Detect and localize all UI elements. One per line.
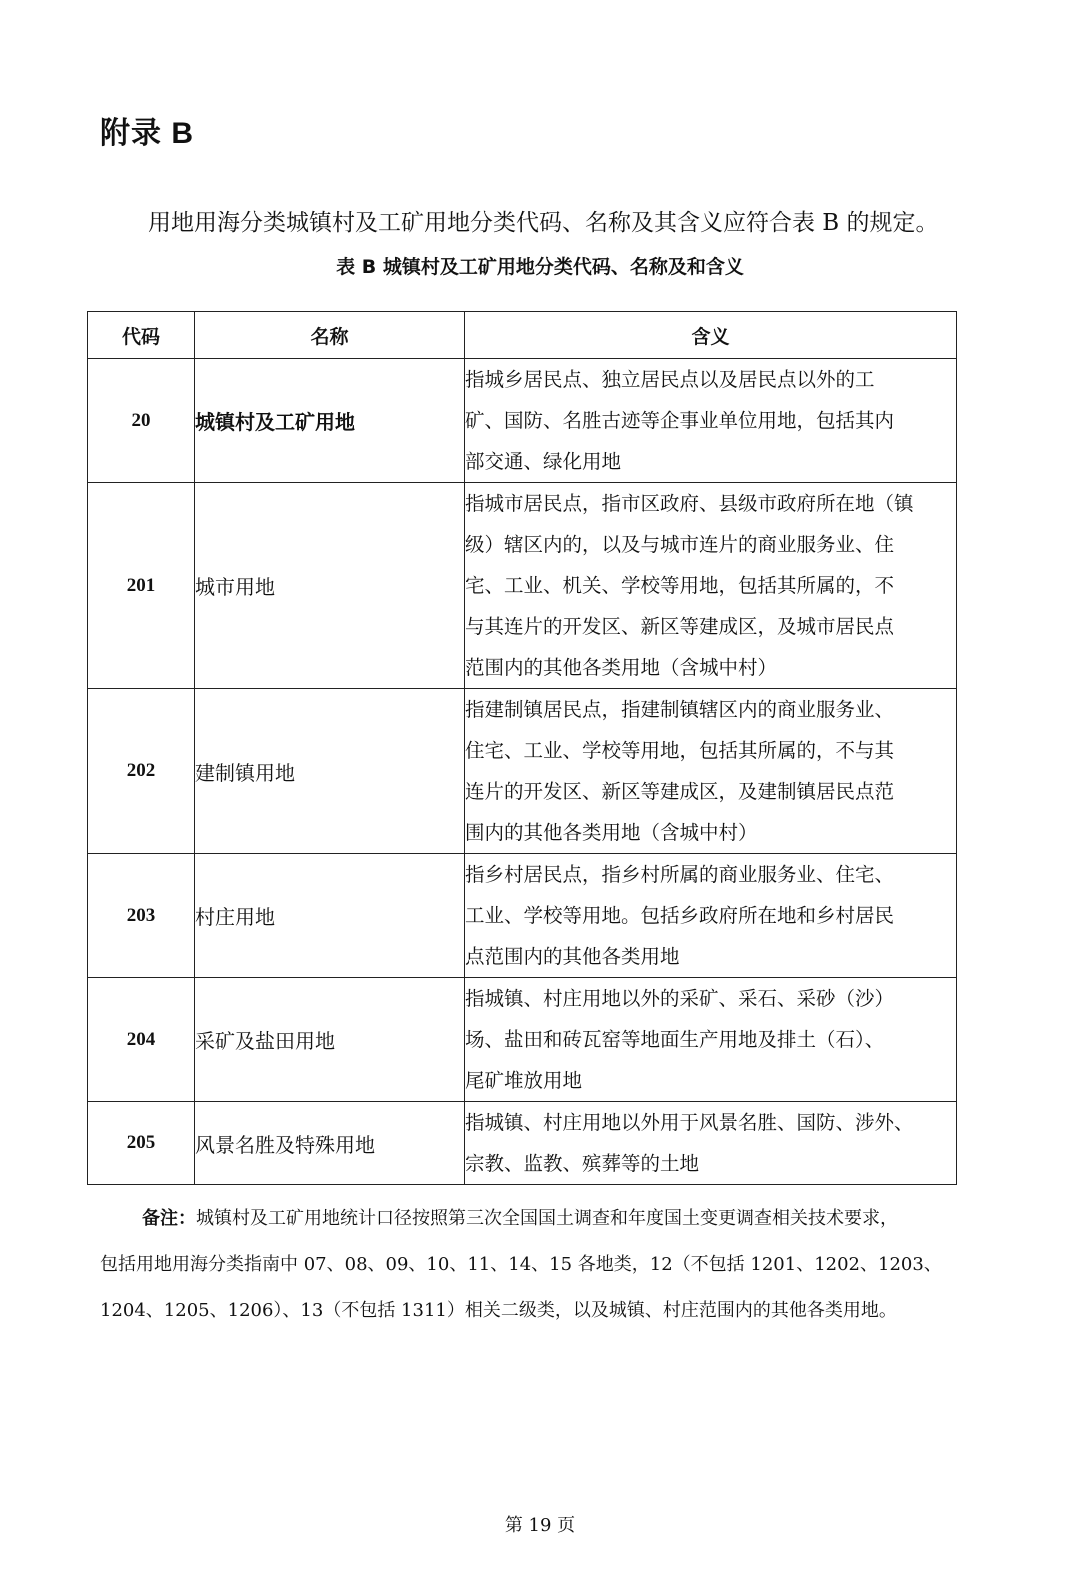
row-meaning — [465, 854, 957, 978]
table-row — [88, 689, 957, 854]
row-name: 村庄用地 — [195, 854, 465, 978]
row-meaning — [465, 689, 957, 854]
page-number: 第 19 页 — [504, 1515, 576, 1536]
meaning-line: 指城乡居民点、独立居民点以及居民点以外的工 — [465, 368, 875, 391]
note-label: 备注： — [142, 1208, 196, 1229]
meaning-line: 宅、工业、机关、学校等用地，包括其所属的，不 — [465, 574, 895, 597]
meaning-line: 指乡村居民点，指乡村所属的商业服务业、住宅、 — [465, 863, 895, 886]
note-line: 包括用地用海分类指南中 07、08、09、10、11、14、15 各地类，12（不包括 1201、1202、1203、 — [100, 1254, 942, 1275]
meaning-line: 尾矿堆放用地 — [465, 1069, 583, 1092]
table-row — [88, 483, 957, 689]
row-name: 建制镇用地 — [195, 689, 465, 854]
meaning-line: 部交通、绿化用地 — [465, 450, 622, 473]
row-meaning — [465, 359, 957, 483]
appendix-title: 附录 B — [100, 117, 194, 150]
row-name: 风景名胜及特殊用地 — [195, 1102, 465, 1185]
row-name: 城市用地 — [195, 483, 465, 689]
meaning-line: 指城市居民点，指市区政府、县级市政府所在地（镇 — [465, 492, 914, 515]
meaning-line: 指城镇、村庄用地以外的采矿、采石、采砂（沙） — [465, 987, 895, 1010]
meaning-line: 点范围内的其他各类用地 — [465, 945, 680, 968]
row-code: 201 — [88, 483, 195, 689]
meaning-line: 范围内的其他各类用地（含城中村） — [465, 656, 778, 679]
row-code: 202 — [88, 689, 195, 854]
table-note — [100, 1196, 990, 1334]
header-code: 代码 — [88, 312, 195, 359]
meaning-line: 工业、学校等用地。包括乡政府所在地和乡村居民 — [465, 904, 895, 927]
meaning-line: 宗教、监教、殡葬等的土地 — [465, 1152, 700, 1175]
header-name: 名称 — [195, 312, 465, 359]
meaning-line: 场、盐田和砖瓦窑等地面生产用地及排土（石）、 — [465, 1028, 885, 1051]
note-line: 1204、1205、1206）、13（不包括 1311）相关二级类，以及城镇、村庄范围内的其他各类用地。 — [100, 1300, 897, 1321]
row-meaning — [465, 978, 957, 1102]
meaning-line: 指建制镇居民点，指建制镇辖区内的商业服务业、 — [465, 698, 895, 721]
row-code: 20 — [88, 359, 195, 483]
row-name: 城镇村及工矿用地 — [195, 359, 465, 483]
land-classification-table — [87, 311, 957, 1185]
row-code: 203 — [88, 854, 195, 978]
table-row — [88, 1102, 957, 1185]
note-text: 城镇村及工矿用地统计口径按照第三次全国国土调查和年度国土变更调查相关技术要求， — [196, 1208, 898, 1229]
intro-paragraph: 用地用海分类城镇村及工矿用地分类代码、名称及其含义应符合表 B 的规定。 — [148, 210, 939, 236]
table-caption: 表 B 城镇村及工矿用地分类代码、名称及和含义 — [336, 256, 744, 278]
meaning-line: 与其连片的开发区、新区等建成区，及城市居民点 — [465, 615, 895, 638]
table-row — [88, 978, 957, 1102]
table-row — [88, 359, 957, 483]
table-row — [88, 854, 957, 978]
meaning-line: 指城镇、村庄用地以外用于风景名胜、国防、涉外、 — [465, 1111, 914, 1134]
row-code: 205 — [88, 1102, 195, 1185]
note-line — [100, 1196, 990, 1242]
table-header-row — [88, 312, 957, 359]
row-name: 采矿及盐田用地 — [195, 978, 465, 1102]
row-meaning — [465, 1102, 957, 1185]
meaning-line: 连片的开发区、新区等建成区，及建制镇居民点范 — [465, 780, 895, 803]
meaning-line: 级）辖区内的，以及与城市连片的商业服务业、住 — [465, 533, 895, 556]
meaning-line: 矿、国防、名胜古迹等企事业单位用地，包括其内 — [465, 409, 895, 432]
row-meaning — [465, 483, 957, 689]
meaning-line: 围内的其他各类用地（含城中村） — [465, 821, 758, 844]
header-meaning: 含义 — [465, 312, 957, 359]
meaning-line: 住宅、工业、学校等用地，包括其所属的，不与其 — [465, 739, 895, 762]
row-code: 204 — [88, 978, 195, 1102]
